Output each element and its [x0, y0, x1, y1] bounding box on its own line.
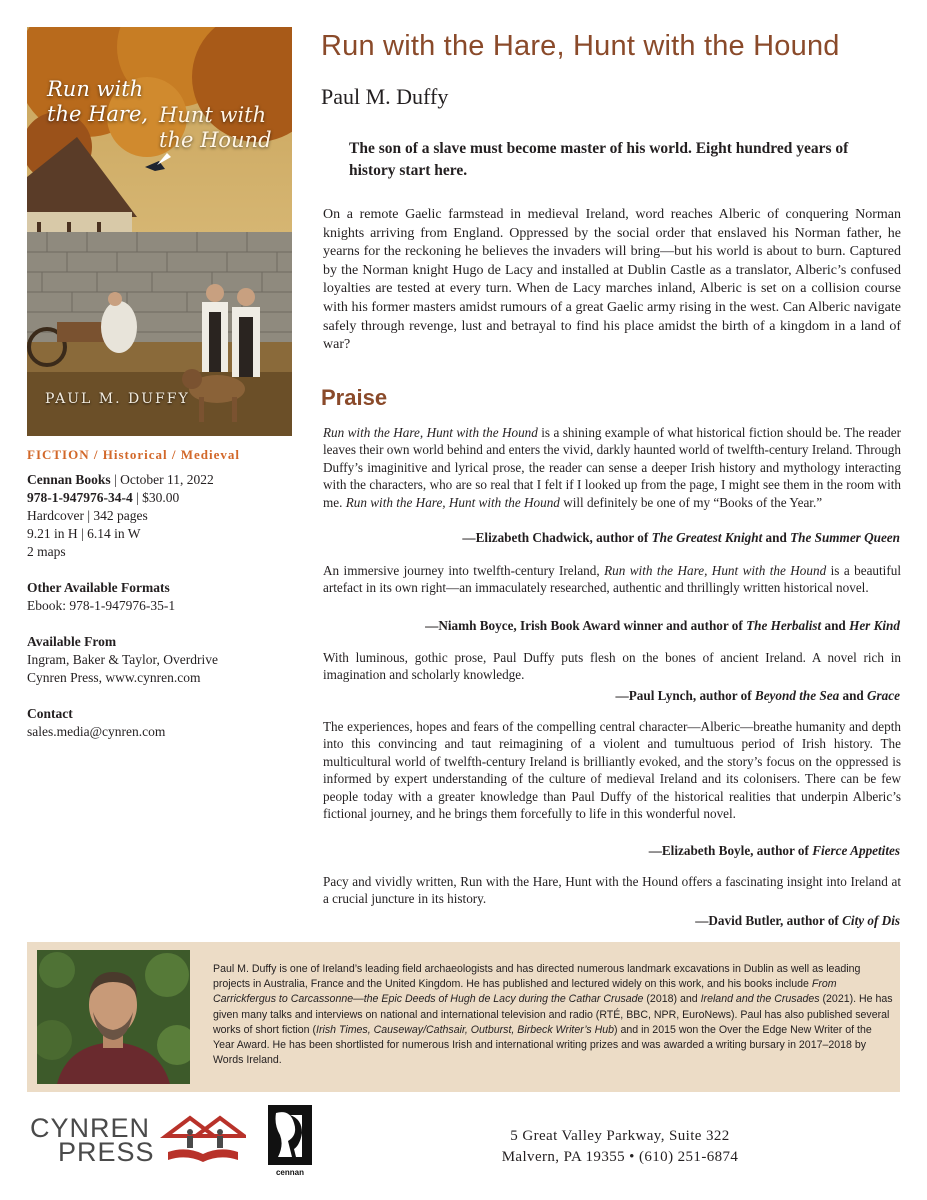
price: | $30.00 [132, 490, 180, 505]
attribution-text: —Elizabeth Boyle, author of [648, 843, 813, 858]
praise-quote: The experiences, hopes and fears of the compelling central character—Alberic—breathe humanity and depth into this convincing and taut reimagining of a violent and tumultuous period of Irish history. The multicultural world of twelfth-century Ireland is brilliantly evoked, and the story’s focus on the oppressed is informed by expert understanding of the culture of medieval Ireland and its colonisers. There can be few people today with a greater knowledge than Paul Duffy of the historical realities that underpin Alberic’s fictional journey, and he brings them forcefully to life in this wonderful novel. [323, 719, 901, 822]
praise-quote: Pacy and vividly written, Run with the Hare, Hunt with the Hound offers a fascinating insight into Ireland at a crucial juncture in its history. [323, 874, 901, 907]
publisher-line [27, 471, 292, 489]
praise-attribution [695, 913, 900, 929]
attribution-book: The Herbalist [746, 618, 822, 633]
cynren-press-logo [30, 1113, 155, 1167]
praise-quote: With luminous, gothic prose, Paul Duffy puts flesh on the bones of ancient Ireland. A novel rich in imagination and scholarly knowledge. [323, 650, 901, 683]
attribution-text: and [821, 618, 850, 633]
contact-email[interactable]: sales.media@cynren.com [27, 724, 166, 739]
attribution-text: —Paul Lynch, author of [615, 688, 755, 703]
book-author: Paul M. Duffy [321, 84, 449, 109]
address-line: 5 Great Valley Parkway, Suite 322 [510, 1128, 730, 1144]
cynren-house-book-icon [160, 1112, 246, 1173]
cover-subtitle [159, 103, 289, 153]
attribution-book: Grace [867, 688, 900, 703]
synopsis: On a remote Gaelic farmstead in medieval Ireland, word reaches Alberic of conquering Norman knights arriving from England. Oppressed by the social order that enslaved his Norman father, he yearns for the reckoning he believes the invaders will bring—but his world is about to burn. Captured by the Norman knight Hugo de Lacy and installed at Dublin Castle as a translator, Alberic’s confused loyalties are tested at every turn. When de Lacy marches inland, Alberic is set on a collision course with his former masters amidst rumours of a great Gaelic army rising in the west. Can Alberic navigate safely through revenge, lust and betrayal to find his place amidst the birth of a kingdom in a land of war? [323, 207, 901, 353]
attribution-book: City of Dis [842, 913, 900, 928]
cover-title-line: the Hare, [47, 102, 149, 126]
book-cover [27, 27, 292, 436]
praise-attribution [425, 618, 900, 634]
format: Hardcover | 342 pages [27, 508, 148, 523]
bio-publications: Irish Times, Causeway/Cathsair, Outburst, Birbeck Writer’s Hub [316, 1023, 615, 1036]
praise-quote [323, 424, 901, 511]
author-bio [213, 962, 893, 1068]
dimensions: 9.21 in H | 6.14 in W [27, 526, 141, 541]
cover-title-line: the Hound [159, 128, 272, 152]
available-heading: Available From [27, 634, 117, 649]
attribution-text: —Niamh Boyce, Irish Book Award winner and author of [425, 618, 747, 633]
attribution-book: The Summer Queen [790, 530, 900, 545]
publisher-address [490, 1126, 750, 1168]
praise-attribution [649, 843, 900, 859]
author-portrait [37, 950, 190, 1084]
cover-title-line: Run with [47, 77, 144, 101]
quote-text: is a beautiful artefact in its own right—an immaculately researched, authentic and thrillingly written historical novel. [323, 563, 901, 596]
bio-text: (2018) and [643, 993, 701, 1006]
attribution-book: The Greatest Knight [651, 530, 763, 545]
quote-text: An immersive journey into twelfth-century Ireland, [323, 563, 605, 578]
publisher: Cennan Books [27, 472, 111, 487]
praise-attribution [616, 688, 900, 704]
attribution-text: —Elizabeth Chadwick, author of [462, 530, 652, 545]
praise-heading: Praise [321, 385, 388, 410]
cover-title-line: Hunt with [159, 103, 267, 127]
maps: 2 maps [27, 544, 66, 559]
bio-book-title: Ireland and the Crusades [700, 993, 820, 1006]
book-title: Run with the Hare, Hunt with the Hound [321, 30, 840, 62]
isbn: 978-1-947976-34-4 [27, 490, 133, 505]
bio-text: ) and in 2015 won the Over the Edge New Writer of the Year Award. He has been shortlisted for numerous Irish and international writing prizes and was awarded a writing bursary in 2017–2018 by Words Ireland. [213, 1023, 872, 1067]
cennan-label: cennan [275, 1168, 304, 1177]
author-photo [37, 950, 190, 1084]
praise-quote [323, 562, 901, 597]
bio-text: (2021). He has given many talks and interviews on national and international television and radio (RTÉ, BBC, NPR, EuroNews). Paul has also published several works of short fiction ( [213, 993, 893, 1036]
quote-book-title: Run with the Hare, Hunt with the Hound [323, 425, 538, 440]
contact-heading: Contact [27, 706, 73, 721]
available-line: Cynren Press, www.cynren.com [27, 670, 201, 685]
logo-text-press: PRESS [58, 1137, 155, 1167]
isbn-line [27, 489, 292, 507]
quote-text: is a shining example of what historical fiction should be. The reader leaves their own world behind and enters the vivid, darkly haunted world of twelfth-century Ireland. Through Duffy’s imaginitive and lyrical prose, the reader can sense a deeper Irish history and mythology interacting with the characters, who are so real that I felt if I looked up from the page, I might see them in the room with me. [323, 425, 901, 510]
attribution-book: Her Kind [849, 618, 900, 633]
ebook-isbn: Ebook: 978-1-947976-35-1 [27, 598, 176, 613]
cover-author: PAUL M. DUFFY [45, 391, 190, 407]
quote-text: will definitely be one of my “Books of the Year.” [559, 494, 823, 510]
pub-date: | October 11, 2022 [110, 472, 214, 487]
attribution-book: Beyond the Sea [754, 688, 840, 703]
address-line: Malvern, PA 19355 • (610) 251-6874 [501, 1149, 739, 1165]
attribution-text: and [839, 688, 868, 703]
bio-text: Paul M. Duffy is one of Ireland’s leading field archaeologists and has directed numerous landmark excavations in Dublin as well as leading projects in Australia, France and the United Kingdom. He has published and lectured widely on this work, and his books include [213, 963, 861, 991]
quote-book-title: Run with the Hare, Hunt with the Hound [345, 494, 560, 510]
available-line: Ingram, Baker & Taylor, Overdrive [27, 652, 218, 667]
cennan-logo [268, 1105, 312, 1177]
bio-book-title: From Carrickfergus to Carcassonne—the Epic Deeds of Hugh de Lacy during the Cathar Crusade [213, 978, 837, 1006]
tagline: The son of a slave must become master of his world. Eight hundred years of history start here. [349, 140, 849, 179]
quote-book-title: Run with the Hare, Hunt with the Hound [604, 563, 827, 578]
praise-attribution [462, 530, 900, 546]
category: FICTION / Historical / Medieval [27, 447, 240, 462]
attribution-text: —David Butler, author of [695, 913, 843, 928]
book-details [27, 446, 292, 741]
other-formats-heading: Other Available Formats [27, 580, 170, 595]
attribution-text: and [762, 530, 791, 545]
attribution-book: Fierce Appetites [812, 843, 900, 858]
logo-text-cynren: CYNREN [30, 1113, 151, 1143]
